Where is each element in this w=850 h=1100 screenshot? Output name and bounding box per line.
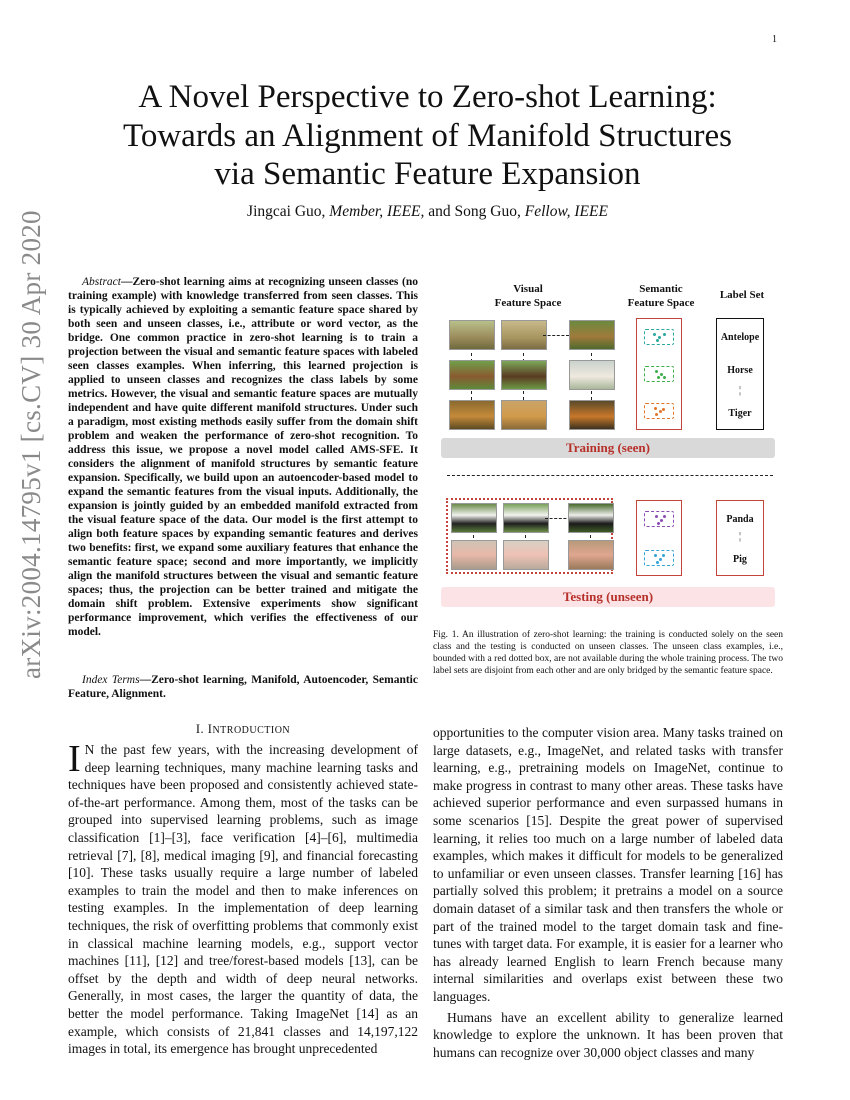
section-heading-introduction [68, 722, 418, 737]
testing-bar: Testing (unseen) [441, 587, 775, 607]
feature-dot [654, 554, 657, 557]
tiger-image-3 [569, 400, 615, 430]
intro-right-paragraph-1: opportunities to the computer vision area. Many tasks trained on large datasets, e.g., ImageNet, and related tasks with transfer learning, e.g., pretraining models on ImageNet, continue to make progress in contrast to many other areas. These tasks have achieved superior performance and even surpassed humans in some scenarios [15]. Despite the great power of supervised learning, it relies too much on a large number of labeled data examples, which makes it difficult for models to be generalized to unfamiliar or even unseen classes. Transfer learning [16] has partially solved this problem; it pretrains a model on a source domain dataset of a similar task and then transfers the whole or part of the trained model to the target domain task and fine-tunes with target data. For example, it is easier for a learner who has already learned English to learn French because many internal similarities and overlaps exist between these two languages. [433, 725, 783, 1004]
figure-caption: Fig. 1. An illustration of zero-shot learning: the training is conducted solely on the seen class and the testing is conducted on unseen classes. The unseen class examples, i.e., bounded with a red dotted box, are not available during the whole training process. The two label sets are disjoint from each other and are only bridged by the semantic feature space. [433, 630, 783, 676]
feature-dot [654, 407, 657, 410]
tiger-image-2 [501, 400, 547, 430]
feature-dot [663, 376, 666, 379]
label-panda: Panda [726, 514, 754, 525]
index-terms-text: —Zero-shot learning, Manifold, Autoencoder, Semantic Feature, Alignment. [68, 674, 418, 700]
antelope-cluster [644, 329, 674, 345]
horse-image-2 [501, 360, 547, 390]
feature-dot [663, 333, 666, 336]
section-title-rest: NTRODUCTION [212, 725, 291, 736]
feature-dot [655, 515, 658, 518]
tiger-cluster [644, 403, 674, 419]
vertical-dash [523, 391, 524, 400]
label-vertical-ellipsis: ¦ [738, 531, 741, 542]
vertical-dash [471, 391, 472, 400]
title-line-1: A Novel Perspective to Zero-shot Learning: [138, 79, 717, 115]
index-terms [68, 673, 418, 701]
title-line-3: via Semantic Feature Expansion [214, 156, 641, 192]
pig-image-3 [568, 540, 614, 570]
feature-dot [655, 370, 658, 373]
antelope-image-1 [449, 320, 495, 350]
unseen-label-set-box [716, 500, 764, 576]
ellipsis-dash [543, 335, 569, 336]
author-line [60, 203, 795, 221]
seen-semantic-space-box [636, 318, 682, 430]
index-terms-lead: Index Terms [82, 674, 140, 686]
feature-dot [655, 413, 658, 416]
horse-cluster [644, 366, 674, 382]
author-1-name: Jingcai Guo, [247, 203, 330, 220]
intro-left-column [68, 738, 418, 1058]
antelope-image-3 [569, 320, 615, 350]
label-vertical-ellipsis: ¦ [738, 385, 741, 396]
drop-cap: I [68, 738, 81, 780]
pig-image-1 [451, 540, 497, 570]
abstract-lead: Abstract [82, 276, 121, 288]
panda-cluster [644, 511, 674, 527]
seen-label-set-box [716, 318, 764, 430]
feature-dot [657, 522, 660, 525]
semantic-heading-line-2: Feature Space [627, 297, 695, 309]
feature-dot [657, 376, 660, 379]
label-antelope: Antelope [720, 332, 760, 343]
label-tiger: Tiger [728, 408, 752, 419]
arxiv-stamp: arXiv:2004.14795v1 [cs.CV] 30 Apr 2020 [16, 210, 46, 679]
feature-dot [660, 519, 663, 522]
vertical-dash [591, 391, 592, 400]
feature-dot [659, 558, 662, 561]
horse-image-1 [449, 360, 495, 390]
label-pig: Pig [733, 554, 747, 565]
abstract [68, 275, 418, 639]
title-line-2: Towards an Alignment of Manifold Structures [122, 117, 732, 154]
panda-image-1 [451, 503, 497, 533]
feature-dot [663, 515, 666, 518]
label-horse: Horse [727, 365, 753, 376]
feature-dot [662, 554, 665, 557]
author-1-role: Member, IEEE, [329, 203, 425, 220]
semantic-space-heading [611, 282, 711, 310]
antelope-image-2 [501, 320, 547, 350]
tiger-image-1 [449, 400, 495, 430]
feature-dot [653, 333, 656, 336]
page-number: 1 [772, 34, 777, 45]
visual-heading-line-2: Feature Space [494, 297, 562, 309]
unseen-semantic-space-box [636, 500, 682, 576]
separator-dashed-line [447, 475, 773, 476]
intro-right-column [433, 724, 783, 1061]
visual-heading-line-1: Visual [513, 283, 543, 295]
semantic-heading-line-1: Semantic [639, 283, 683, 295]
section-number: I. [195, 722, 208, 736]
author-2-role: Fellow, IEEE [524, 203, 608, 220]
section-title-cap: I [207, 722, 213, 736]
author-and: and Song Guo, [424, 203, 525, 220]
pig-cluster [644, 550, 674, 566]
visual-space-heading [473, 282, 583, 310]
horse-image-3 [569, 360, 615, 390]
abstract-text: —Zero-shot learning aims at recognizing unseen classes (no training example) with knowledge transferred from seen classes. This is typically achieved by exploiting a semantic feature space shared by both seen and unseen classes, i.e., attribute or word vector, as the bridge. One common practice in zero-shot learning is to train a projection between the visual and semantic feature spaces with labeled seen classes examples. When inferring, this learned projection is applied to unseen classes and recognizes the class labels by some metrics. However, the visual and semantic feature spaces are mutually independent and have quite different manifold structures. Under such a paradigm, most existing methods easily suffer from the domain shift problem and weaken the performance of zero-shot recognition. To address this issue, we propose a novel model called AMS-SFE. It considers the alignment of manifold structures by semantic feature expansion. Specifically, we build upon an autoencoder-based model to expand the semantic features from the visual inputs. Additionally, the expansion is jointly guided by an embedded manifold extracted from the visual feature space of the data. Our model is the first attempt to align both feature spaces by expanding semantic features and derives two benefits: first, we expand some auxiliary features that enhance the semantic feature space; second and more importantly, we implicitly align the manifold structures between the visual and semantic feature spaces; thus, the projection can be better trained and mitigate the domain shift problem. Extensive experiments show significant performance improvement, which verifies the effectiveness of our model. [68, 276, 418, 638]
intro-left-text: N the past few years, with the increasing development of deep learning techniques, many machine learning tasks and techniques have been proposed and consistently achieved state-of-the-art performance. Among them, most of the tasks can be grouped into supervised learning problems, such as image classification [1]–[3], face verification [4]–[6], multimedia retrieval [7], [8], medical imaging [9], and financial forecasting [10]. These tasks usually require a large number of labeled examples to train the model and then to make inferences on testing examples. In the implementation of deep learning techniques, the risk of overfitting problems that commonly exist in classical machine learning models, e.g., support vector machines [11], [12] and tree/forest-based models [13], can be offset by the depth and width of deep neural networks. Generally, in most cases, the larger the quantity of data, the better the model performance. Taking ImageNet [14] as an example, which consists of 21,841 classes and 14,197,122 images in total, its emergence has brought unprecedented [68, 742, 418, 1057]
feature-dot [656, 339, 659, 342]
label-set-heading: Label Set [719, 289, 765, 301]
feature-dot [656, 561, 659, 564]
intro-right-paragraph-2: Humans have an excellent ability to generalize learned knowledge to explore the unknown. It has been proven that humans can recognize over 30,000 object classes and many [433, 1009, 783, 1060]
training-bar: Training (seen) [441, 438, 775, 458]
panda-image-2 [503, 503, 549, 533]
pig-image-2 [503, 540, 549, 570]
figure-1 [433, 272, 783, 622]
feature-dot [662, 408, 665, 411]
panda-image-3 [568, 503, 614, 533]
paper-title [60, 78, 795, 194]
